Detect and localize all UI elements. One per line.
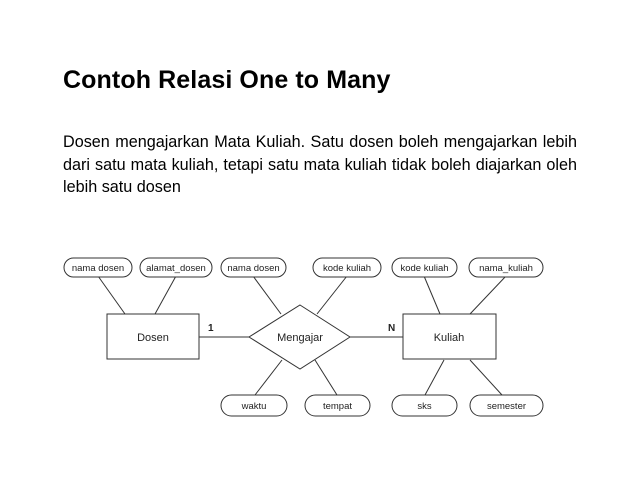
attribute-alamat-dosen-label: alamat_dosen — [146, 263, 206, 274]
connector-line — [255, 360, 282, 395]
connector-line — [470, 360, 502, 395]
connector-line — [425, 360, 444, 395]
attribute-kode-kuliah-2-label: kode kuliah — [400, 263, 449, 274]
connector-line — [155, 276, 176, 314]
slide-body-text: Dosen mengajarkan Mata Kuliah. Satu dosen boleh mengajarkan lebih dari satu mata kuliah, tetapi satu mata kuliah tidak boleh diajarkan oleh lebih satu dosen — [63, 133, 577, 196]
attribute-semester-label: semester — [486, 401, 527, 412]
connector-line — [470, 276, 506, 314]
cardinality-many-label: N — [388, 323, 396, 334]
attribute-kode-kuliah-1-label: kode kuliah — [322, 263, 372, 274]
slide-title: Contoh Relasi One to Many — [63, 66, 391, 94]
attribute-nama-dosen-2-label: nama dosen — [227, 263, 280, 274]
attribute-sks-label: sks — [417, 401, 432, 412]
entity-kuliah-label: Kuliah — [433, 332, 465, 344]
relationship-mengajar-label: Mengajar — [277, 332, 323, 344]
connector-line — [317, 276, 347, 314]
entity-dosen-label: Dosen — [137, 332, 169, 344]
attribute-waktu-label: waktu — [241, 401, 267, 412]
connector-line — [253, 276, 281, 314]
connector-line — [315, 360, 337, 395]
attribute-nama-dosen-1-label: nama dosen — [71, 263, 125, 274]
connector-line — [98, 276, 125, 314]
connector-line — [424, 276, 440, 314]
attribute-tempat-label: tempat — [322, 401, 353, 412]
cardinality-one-label: 1 — [208, 323, 214, 334]
attribute-nama-kuliah-label: nama_kuliah — [479, 263, 533, 274]
